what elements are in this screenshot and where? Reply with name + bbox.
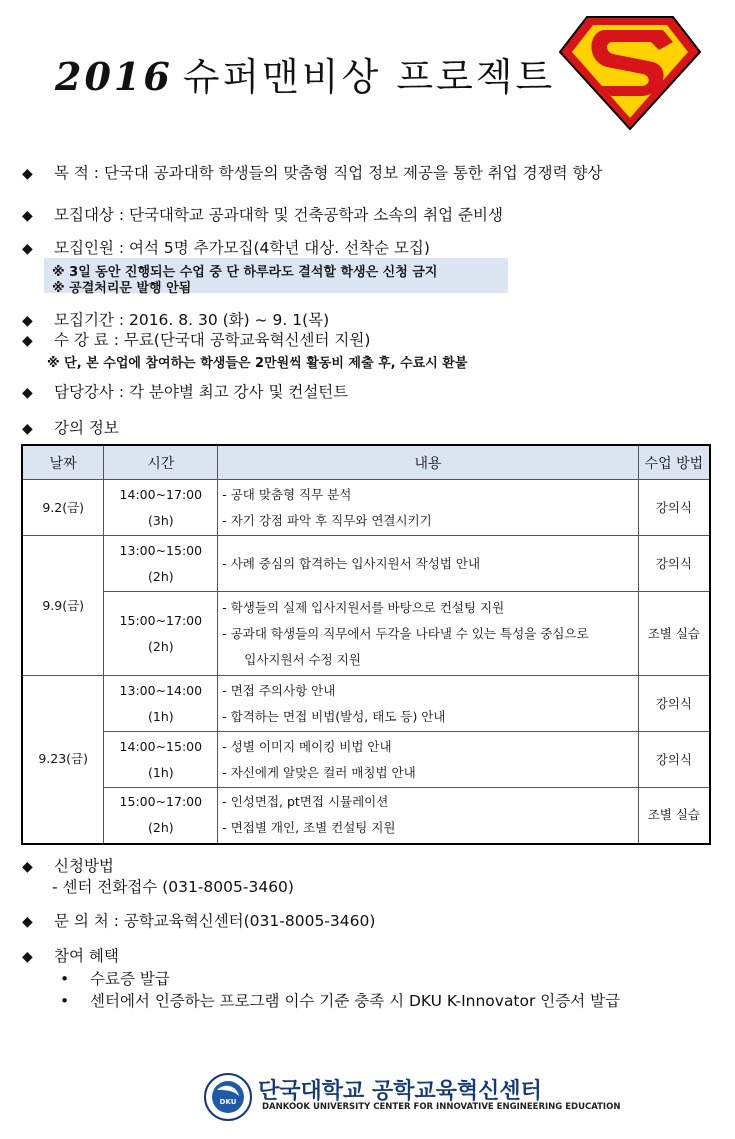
footer-title: 단국대학교 공학교육혁신센터 [258, 1079, 542, 1104]
date-cell: 9.2(금) [22, 480, 104, 536]
quota-line: ◆ 모집인원 : 여석 5명 추가모집(4학년 대상. 선착순 모집) [22, 239, 430, 257]
time-cell: 13:00~15:00 (2h) [104, 536, 218, 592]
time-cell: 13:00~14:00 (1h) [104, 676, 218, 732]
fee-note: ※ 단, 본 수업에 참여하는 학생들은 2만원씩 활동비 제출 후, 수료시 환불 [47, 356, 468, 371]
method-cell: 강의식 [638, 480, 710, 536]
title-year: 2016 [55, 54, 173, 99]
dku-emblem-icon [203, 1072, 253, 1122]
method-cell: 강의식 [638, 732, 710, 788]
diamond-bullet-icon: ◆ [22, 859, 33, 875]
footer-subtitle: DANKOOK UNIVERSITY CENTER FOR INNOVATIVE ENGINEERING EDUCATION [262, 1102, 621, 1112]
contact-line: ◆ 문 의 처 : 공학교육혁신센터(031-8005-3460) [22, 912, 376, 930]
date-cell: 9.9(금) [22, 536, 104, 676]
dot-bullet-icon: • [60, 970, 70, 988]
time-cell: 15:00~17:00 (2h) [104, 788, 218, 844]
schedule-table [21, 444, 711, 845]
table-row [22, 676, 710, 732]
header-date: 날짜 [22, 445, 104, 480]
table-row [22, 592, 710, 676]
diamond-bullet-icon: ◆ [22, 166, 33, 182]
time-cell: 15:00~17:00 (2h) [104, 592, 218, 676]
time-cell: 14:00~15:00 (1h) [104, 732, 218, 788]
lecture-info-heading: ◆ 강의 정보 [22, 419, 119, 437]
header-method: 수업 방법 [638, 445, 710, 480]
diamond-bullet-icon: ◆ [22, 421, 33, 437]
method-cell: 강의식 [638, 536, 710, 592]
method-cell: 조별 실습 [638, 592, 710, 676]
title-text: 슈퍼맨비상 프로젝트 [182, 55, 556, 99]
period-line: ◆ 모집기간 : 2016. 8. 30 (화) ~ 9. 1(목) [22, 311, 330, 329]
time-cell: 14:00~17:00 (3h) [104, 480, 218, 536]
content-cell: - 학생들의 실제 입사지원서를 바탕으로 컨설팅 지원 - 공과대 학생들의 직무에서 두각을 나타낼 수 있는 특성을 중심으로 입사지원서 수정 지원 [218, 592, 638, 676]
method-cell: 조별 실습 [638, 788, 710, 844]
content-cell: - 성별 이미지 메이킹 비법 안내 - 자신에게 알맞은 컬러 매칭법 안내 [218, 732, 638, 788]
diamond-bullet-icon: ◆ [22, 333, 33, 349]
superman-logo-icon [555, 12, 705, 132]
dot-bullet-icon: • [60, 992, 70, 1010]
header-content: 내용 [218, 445, 638, 480]
list-item: • 수료증 발급 [60, 970, 170, 988]
content-cell: - 사례 중심의 합격하는 입사지원서 작성법 안내 [218, 536, 638, 592]
table-row [22, 732, 710, 788]
diamond-bullet-icon: ◆ [22, 241, 33, 257]
content-cell: - 공대 맞춤형 직무 분석 - 자기 강점 파악 후 직무와 연결시키기 [218, 480, 638, 536]
diamond-bullet-icon: ◆ [22, 949, 33, 965]
date-cell: 9.23(금) [22, 676, 104, 844]
purpose-line: ◆ 목 적 : 단국대 공과대학 학생들의 맞춤형 직업 정보 제공을 통한 취업 경쟁력 향상 [22, 164, 603, 182]
content-cell: - 면접 주의사항 안내 - 합격하는 면접 비법(발성, 태도 등) 안내 [218, 676, 638, 732]
instructor-line: ◆ 담당강사 : 각 분야별 최고 강사 및 컨설턴트 [22, 383, 349, 401]
quota-note-1: ※ 3일 동안 진행되는 수업 중 단 하루라도 결석할 학생은 신청 금지 [52, 265, 438, 280]
table-header-row [22, 445, 710, 480]
emblem-text: DKU [219, 1098, 237, 1106]
apply-heading: ◆ 신청방법 [22, 857, 114, 875]
table-row [22, 480, 710, 536]
fee-line: ◆ 수 강 료 : 무료(단국대 공학교육혁신센터 지원) [22, 331, 371, 349]
content-cell: - 인성면접, pt면접 시뮬레이션 - 면접별 개인, 조별 컨설팅 지원 [218, 788, 638, 844]
header-time: 시간 [104, 445, 218, 480]
diamond-bullet-icon: ◆ [22, 914, 33, 930]
page-title [55, 46, 555, 101]
target-line: ◆ 모집대상 : 단국대학교 공과대학 및 건축공학과 소속의 취업 준비생 [22, 206, 503, 224]
diamond-bullet-icon: ◆ [22, 208, 33, 224]
quota-note-2: ※ 공결처리문 발행 안됨 [52, 281, 192, 296]
method-cell: 강의식 [638, 676, 710, 732]
list-item: • 센터에서 인증하는 프로그램 이수 기준 충족 시 DKU K-Innovator 인증서 발급 [60, 992, 621, 1010]
benefits-heading: ◆ 참여 혜택 [22, 947, 119, 965]
apply-detail: - 센터 전화접수 (031-8005-3460) [52, 878, 294, 896]
table-row [22, 536, 710, 592]
diamond-bullet-icon: ◆ [22, 313, 33, 329]
table-row [22, 788, 710, 844]
diamond-bullet-icon: ◆ [22, 385, 33, 401]
